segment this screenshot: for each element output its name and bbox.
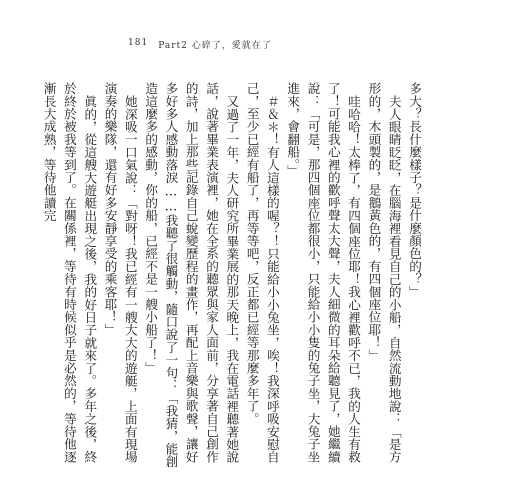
running-head: Part2 心碎了，愛就在了	[158, 41, 272, 51]
paragraph: 哇哈哈！太棒了，有四個座位耶！我心裡歡呼不已，我的人生有救了！可能我心裡的歡呼聲太大聲，夫人細微的耳朵給聽見了，她繼續說：「可是，那四個座位都很小，只能給小小隻的兔子坐，大兔子坐進來，會翻船。」	[285, 82, 362, 463]
page-header	[128, 38, 272, 51]
paragraph: 她深吸一口氣說：「對呀！我已經有一艘大大的遊艇，上面有現場演奏的樂隊，還有好多安靜享受的乘客耶！」	[102, 82, 138, 463]
paragraph: 又過了一年，夫人研究所畢業展的那天晚上，我在電話裡聽著她說話，說著畢業表演裡，她在全系的聽眾與家人面前，分享著自己創作的詩，加上那些記錄自己蛻變歷程的畫作，再配上音樂與歌聲，讓好多好多人感動落淚……我聽了很觸動，隨口說了一句：「我猜，能創造這麼多的感動，你的船，已經不是一艘小船了！」	[143, 82, 240, 468]
paragraph: 多大？長什麼樣子？是什麼顏色的？」	[407, 82, 422, 298]
paragraph: 眞的，從這艘大遊艇出現之後，我的好日子就來了。多年之後，終於終於被我等到了。在關係裡，等待有時候似乎是必然的，等待他逐漸長大成熟，等待他讀完	[41, 82, 98, 463]
page-number: 181	[128, 38, 149, 48]
page-body	[38, 82, 424, 472]
paragraph: 夫人眼睛眨眨，在腦海裡看見自己的小船，自然流動地說：「是方形的，木頭製的，是鵝黃色的，有四個座位耶！」	[366, 82, 402, 463]
paragraph: ＃＆＊！有人這樣的喔？！只能給小小兔坐，唉！我深呼吸安慰自己，至少已經有船了，再等等吧，反正都已經等那麼多年了。	[244, 82, 280, 463]
